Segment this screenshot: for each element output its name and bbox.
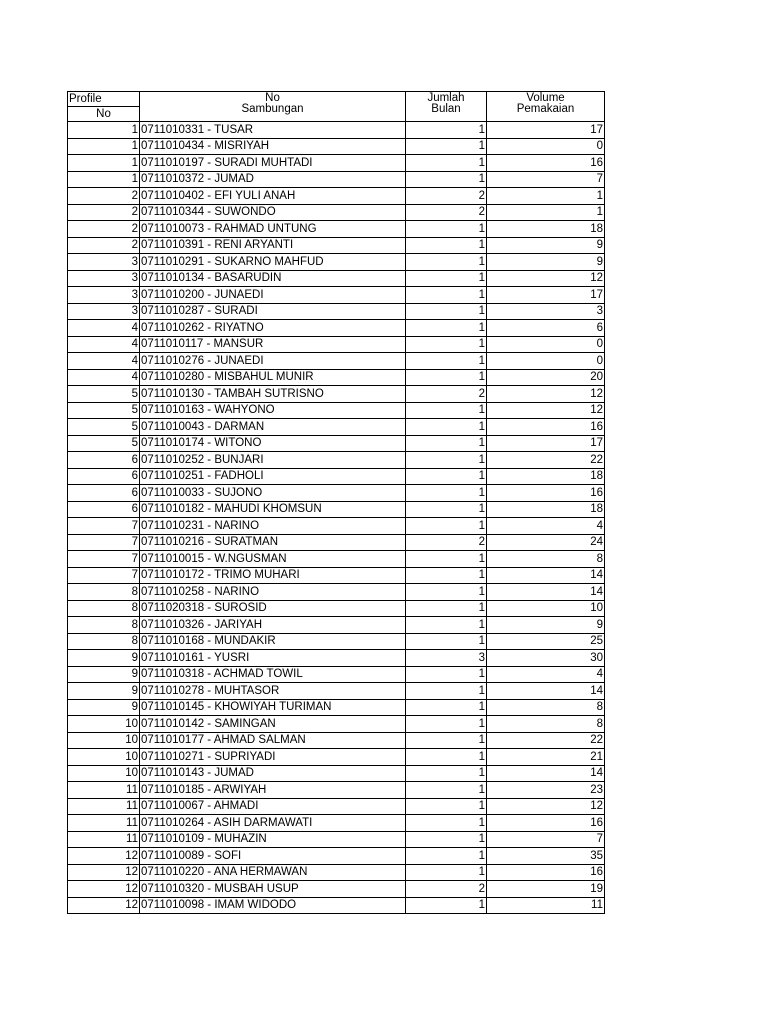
table-row — [68, 452, 605, 469]
row-sambungan-cell: 0711010271 - SUPRIYADI — [140, 749, 406, 766]
row-volume-cell: 1 — [487, 204, 605, 221]
row-volume-cell: 17 — [487, 122, 605, 139]
table-row — [68, 534, 605, 551]
row-no-cell: 2 — [68, 188, 140, 205]
row-jumlah-cell: 1 — [406, 716, 487, 733]
row-no-cell: 2 — [68, 237, 140, 254]
table-row — [68, 221, 605, 238]
row-sambungan-cell: 0711010434 - MISRIYAH — [140, 138, 406, 155]
row-volume-cell: 7 — [487, 171, 605, 188]
table-row — [68, 287, 605, 304]
row-no-cell: 8 — [68, 633, 140, 650]
row-jumlah-cell: 2 — [406, 188, 487, 205]
row-jumlah-cell: 1 — [406, 155, 487, 172]
row-jumlah-cell: 1 — [406, 617, 487, 634]
table-row — [68, 303, 605, 320]
row-jumlah-cell: 1 — [406, 699, 487, 716]
row-volume-cell: 35 — [487, 848, 605, 865]
table-row — [68, 336, 605, 353]
row-sambungan-cell: 0711010073 - RAHMAD UNTUNG — [140, 221, 406, 238]
row-jumlah-cell: 1 — [406, 584, 487, 601]
row-no-cell: 10 — [68, 765, 140, 782]
table-row — [68, 683, 605, 700]
row-no-cell: 1 — [68, 171, 140, 188]
table-row — [68, 782, 605, 799]
row-jumlah-cell: 1 — [406, 468, 487, 485]
table-row — [68, 864, 605, 881]
header-sambungan — [140, 92, 406, 122]
row-no-cell: 6 — [68, 452, 140, 469]
row-volume-cell: 25 — [487, 633, 605, 650]
row-volume-cell: 23 — [487, 782, 605, 799]
table-row — [68, 204, 605, 221]
row-no-cell: 6 — [68, 485, 140, 502]
row-no-cell: 9 — [68, 683, 140, 700]
row-jumlah-cell: 1 — [406, 765, 487, 782]
row-jumlah-cell: 1 — [406, 419, 487, 436]
table-row — [68, 468, 605, 485]
table-row — [68, 897, 605, 914]
row-volume-cell: 18 — [487, 501, 605, 518]
header-volume-line1: Volume — [526, 92, 565, 104]
row-jumlah-cell: 1 — [406, 435, 487, 452]
table-row — [68, 254, 605, 271]
row-jumlah-cell: 2 — [406, 881, 487, 898]
row-no-cell: 12 — [68, 864, 140, 881]
row-jumlah-cell: 1 — [406, 254, 487, 271]
row-sambungan-cell: 0711010262 - RIYATNO — [140, 320, 406, 337]
row-volume-cell: 9 — [487, 617, 605, 634]
table-row — [68, 551, 605, 568]
row-volume-cell: 12 — [487, 386, 605, 403]
row-sambungan-cell: 0711010372 - JUMAD — [140, 171, 406, 188]
row-no-cell: 9 — [68, 699, 140, 716]
row-volume-cell: 10 — [487, 600, 605, 617]
row-volume-cell: 1 — [487, 188, 605, 205]
row-sambungan-cell: 0711010264 - ASIH DARMAWATI — [140, 815, 406, 832]
row-sambungan-cell: 0711010402 - EFI YULI ANAH — [140, 188, 406, 205]
row-sambungan-cell: 0711010280 - MISBAHUL MUNIR — [140, 369, 406, 386]
row-sambungan-cell: 0711010033 - SUJONO — [140, 485, 406, 502]
row-jumlah-cell: 2 — [406, 204, 487, 221]
row-jumlah-cell: 1 — [406, 353, 487, 370]
row-volume-cell: 30 — [487, 650, 605, 667]
row-jumlah-cell: 1 — [406, 270, 487, 287]
row-sambungan-cell: 0711010197 - SURADI MUHTADI — [140, 155, 406, 172]
row-volume-cell: 4 — [487, 518, 605, 535]
row-jumlah-cell: 1 — [406, 567, 487, 584]
row-no-cell: 2 — [68, 204, 140, 221]
row-jumlah-cell: 1 — [406, 551, 487, 568]
row-jumlah-cell: 1 — [406, 369, 487, 386]
row-jumlah-cell: 1 — [406, 782, 487, 799]
row-jumlah-cell: 1 — [406, 138, 487, 155]
row-jumlah-cell: 1 — [406, 452, 487, 469]
table-row — [68, 419, 605, 436]
row-volume-cell: 20 — [487, 369, 605, 386]
row-no-cell: 11 — [68, 815, 140, 832]
row-jumlah-cell: 1 — [406, 633, 487, 650]
header-sambungan-line1: No — [265, 92, 280, 104]
table-row — [68, 402, 605, 419]
table-row — [68, 485, 605, 502]
row-volume-cell: 11 — [487, 897, 605, 914]
row-volume-cell: 12 — [487, 270, 605, 287]
row-volume-cell: 21 — [487, 749, 605, 766]
table-row — [68, 353, 605, 370]
row-jumlah-cell: 3 — [406, 650, 487, 667]
row-jumlah-cell: 1 — [406, 749, 487, 766]
row-no-cell: 9 — [68, 666, 140, 683]
row-sambungan-cell: 0711010318 - ACHMAD TOWIL — [140, 666, 406, 683]
row-sambungan-cell: 0711010278 - MUHTASOR — [140, 683, 406, 700]
row-volume-cell: 0 — [487, 138, 605, 155]
row-jumlah-cell: 1 — [406, 320, 487, 337]
row-sambungan-cell: 0711010134 - BASARUDIN — [140, 270, 406, 287]
row-no-cell: 3 — [68, 270, 140, 287]
header-jumlah — [406, 92, 487, 122]
row-sambungan-cell: 0711010143 - JUMAD — [140, 765, 406, 782]
row-sambungan-cell: 0711010043 - DARMAN — [140, 419, 406, 436]
row-volume-cell: 9 — [487, 254, 605, 271]
row-no-cell: 8 — [68, 600, 140, 617]
row-jumlah-cell: 1 — [406, 815, 487, 832]
table-row — [68, 435, 605, 452]
row-no-cell: 4 — [68, 320, 140, 337]
row-jumlah-cell: 1 — [406, 864, 487, 881]
row-no-cell: 8 — [68, 617, 140, 634]
header-jumlah-line1: Jumlah — [427, 92, 465, 104]
row-no-cell: 11 — [68, 798, 140, 815]
table-row — [68, 270, 605, 287]
row-no-cell: 10 — [68, 732, 140, 749]
row-jumlah-cell: 1 — [406, 683, 487, 700]
row-volume-cell: 8 — [487, 716, 605, 733]
row-no-cell: 5 — [68, 386, 140, 403]
row-jumlah-cell: 1 — [406, 666, 487, 683]
row-jumlah-cell: 2 — [406, 386, 487, 403]
row-no-cell: 3 — [68, 303, 140, 320]
row-no-cell: 5 — [68, 435, 140, 452]
row-volume-cell: 17 — [487, 287, 605, 304]
data-table — [67, 91, 605, 914]
row-volume-cell: 14 — [487, 567, 605, 584]
row-volume-cell: 4 — [487, 666, 605, 683]
table-row — [68, 798, 605, 815]
table-row — [68, 650, 605, 667]
header-row-1 — [68, 92, 605, 107]
row-jumlah-cell: 1 — [406, 402, 487, 419]
row-sambungan-cell: 0711010276 - JUNAEDI — [140, 353, 406, 370]
row-no-cell: 7 — [68, 567, 140, 584]
row-volume-cell: 8 — [487, 551, 605, 568]
row-no-cell: 2 — [68, 221, 140, 238]
table-row — [68, 848, 605, 865]
row-no-cell: 12 — [68, 881, 140, 898]
row-no-cell: 10 — [68, 716, 140, 733]
row-volume-cell: 14 — [487, 765, 605, 782]
table-row — [68, 749, 605, 766]
row-jumlah-cell: 1 — [406, 237, 487, 254]
row-volume-cell: 16 — [487, 419, 605, 436]
row-jumlah-cell: 1 — [406, 122, 487, 139]
table-row — [68, 699, 605, 716]
row-volume-cell: 3 — [487, 303, 605, 320]
row-jumlah-cell: 1 — [406, 897, 487, 914]
row-volume-cell: 16 — [487, 485, 605, 502]
table-row — [68, 732, 605, 749]
row-sambungan-cell: 0711010163 - WAHYONO — [140, 402, 406, 419]
header-volume — [487, 92, 605, 122]
row-no-cell: 7 — [68, 518, 140, 535]
row-jumlah-cell: 1 — [406, 732, 487, 749]
row-sambungan-cell: 0711010258 - NARINO — [140, 584, 406, 601]
row-volume-cell: 24 — [487, 534, 605, 551]
table-row — [68, 831, 605, 848]
row-sambungan-cell: 0711010177 - AHMAD SALMAN — [140, 732, 406, 749]
row-sambungan-cell: 0711010252 - BUNJARI — [140, 452, 406, 469]
row-sambungan-cell: 0711010320 - MUSBAH USUP — [140, 881, 406, 898]
table-row — [68, 633, 605, 650]
row-volume-cell: 14 — [487, 683, 605, 700]
row-sambungan-cell: 0711010344 - SUWONDO — [140, 204, 406, 221]
table-row — [68, 881, 605, 898]
row-no-cell: 5 — [68, 419, 140, 436]
table-row — [68, 320, 605, 337]
row-sambungan-cell: 0711010174 - WITONO — [140, 435, 406, 452]
row-jumlah-cell: 1 — [406, 518, 487, 535]
row-no-cell: 6 — [68, 501, 140, 518]
table-row — [68, 617, 605, 634]
row-volume-cell: 12 — [487, 402, 605, 419]
row-sambungan-cell: 0711010251 - FADHOLI — [140, 468, 406, 485]
table-row — [68, 666, 605, 683]
row-jumlah-cell: 1 — [406, 171, 487, 188]
table-row — [68, 237, 605, 254]
row-sambungan-cell: 0711010216 - SURATMAN — [140, 534, 406, 551]
row-sambungan-cell: 0711010089 - SOFI — [140, 848, 406, 865]
row-sambungan-cell: 0711010220 - ANA HERMAWAN — [140, 864, 406, 881]
header-jumlah-line2: Bulan — [431, 103, 461, 115]
row-volume-cell: 8 — [487, 699, 605, 716]
row-sambungan-cell: 0711010145 - KHOWIYAH TURIMAN — [140, 699, 406, 716]
row-sambungan-cell: 0711010098 - IMAM WIDODO — [140, 897, 406, 914]
row-jumlah-cell: 1 — [406, 600, 487, 617]
table-row — [68, 584, 605, 601]
table-row — [68, 765, 605, 782]
table-row — [68, 171, 605, 188]
row-volume-cell: 12 — [487, 798, 605, 815]
row-no-cell: 6 — [68, 468, 140, 485]
row-volume-cell: 22 — [487, 452, 605, 469]
row-jumlah-cell: 1 — [406, 485, 487, 502]
row-jumlah-cell: 1 — [406, 303, 487, 320]
row-volume-cell: 22 — [487, 732, 605, 749]
row-no-cell: 1 — [68, 155, 140, 172]
row-volume-cell: 0 — [487, 336, 605, 353]
table-row — [68, 155, 605, 172]
row-sambungan-cell: 0711010331 - TUSAR — [140, 122, 406, 139]
row-no-cell: 9 — [68, 650, 140, 667]
table-row — [68, 567, 605, 584]
row-volume-cell: 0 — [487, 353, 605, 370]
header-profile: Profile — [68, 92, 140, 107]
row-no-cell: 3 — [68, 287, 140, 304]
table-row — [68, 386, 605, 403]
table-row — [68, 122, 605, 139]
row-no-cell: 3 — [68, 254, 140, 271]
row-sambungan-cell: 0711010117 - MANSUR — [140, 336, 406, 353]
row-sambungan-cell: 0711010168 - MUNDAKIR — [140, 633, 406, 650]
row-no-cell: 12 — [68, 848, 140, 865]
row-volume-cell: 18 — [487, 221, 605, 238]
row-sambungan-cell: 0711010182 - MAHUDI KHOMSUN — [140, 501, 406, 518]
row-jumlah-cell: 1 — [406, 798, 487, 815]
table-row — [68, 716, 605, 733]
row-sambungan-cell: 0711010130 - TAMBAH SUTRISNO — [140, 386, 406, 403]
row-volume-cell: 9 — [487, 237, 605, 254]
row-sambungan-cell: 0711010287 - SURADI — [140, 303, 406, 320]
row-jumlah-cell: 2 — [406, 534, 487, 551]
row-volume-cell: 6 — [487, 320, 605, 337]
row-sambungan-cell: 0711010109 - MUHAZIN — [140, 831, 406, 848]
row-no-cell: 1 — [68, 122, 140, 139]
table-row — [68, 600, 605, 617]
row-volume-cell: 16 — [487, 864, 605, 881]
row-no-cell: 7 — [68, 534, 140, 551]
table-row — [68, 369, 605, 386]
row-no-cell: 1 — [68, 138, 140, 155]
row-sambungan-cell: 0711010172 - TRIMO MUHARI — [140, 567, 406, 584]
row-sambungan-cell: 0711010185 - ARWIYAH — [140, 782, 406, 799]
row-jumlah-cell: 1 — [406, 221, 487, 238]
table-row — [68, 815, 605, 832]
row-sambungan-cell: 0711010142 - SAMINGAN — [140, 716, 406, 733]
row-no-cell: 10 — [68, 749, 140, 766]
row-jumlah-cell: 1 — [406, 336, 487, 353]
table-row — [68, 138, 605, 155]
header-volume-line2: Pemakaian — [516, 103, 575, 115]
row-sambungan-cell: 0711010067 - AHMADI — [140, 798, 406, 815]
row-sambungan-cell: 0711010231 - NARINO — [140, 518, 406, 535]
row-sambungan-cell: 0711010326 - JARIYAH — [140, 617, 406, 634]
table-row — [68, 188, 605, 205]
row-jumlah-cell: 1 — [406, 501, 487, 518]
header-no: No — [68, 107, 140, 122]
row-no-cell: 4 — [68, 353, 140, 370]
row-volume-cell: 14 — [487, 584, 605, 601]
row-jumlah-cell: 1 — [406, 831, 487, 848]
row-volume-cell: 16 — [487, 815, 605, 832]
header-sambungan-line2: Sambungan — [241, 103, 304, 115]
row-sambungan-cell: 0711010200 - JUNAEDI — [140, 287, 406, 304]
row-sambungan-cell: 0711010291 - SUKARNO MAHFUD — [140, 254, 406, 271]
row-no-cell: 7 — [68, 551, 140, 568]
table-row — [68, 518, 605, 535]
row-no-cell: 5 — [68, 402, 140, 419]
row-volume-cell: 16 — [487, 155, 605, 172]
row-jumlah-cell: 1 — [406, 287, 487, 304]
row-volume-cell: 17 — [487, 435, 605, 452]
row-sambungan-cell: 0711010161 - YUSRI — [140, 650, 406, 667]
row-no-cell: 4 — [68, 336, 140, 353]
table-row — [68, 501, 605, 518]
row-no-cell: 11 — [68, 831, 140, 848]
row-volume-cell: 7 — [487, 831, 605, 848]
row-sambungan-cell: 0711010015 - W.NGUSMAN — [140, 551, 406, 568]
row-sambungan-cell: 0711010391 - RENI ARYANTI — [140, 237, 406, 254]
row-no-cell: 12 — [68, 897, 140, 914]
row-sambungan-cell: 0711020318 - SUROSID — [140, 600, 406, 617]
row-jumlah-cell: 1 — [406, 848, 487, 865]
row-volume-cell: 18 — [487, 468, 605, 485]
row-no-cell: 11 — [68, 782, 140, 799]
row-volume-cell: 19 — [487, 881, 605, 898]
row-no-cell: 4 — [68, 369, 140, 386]
row-no-cell: 8 — [68, 584, 140, 601]
